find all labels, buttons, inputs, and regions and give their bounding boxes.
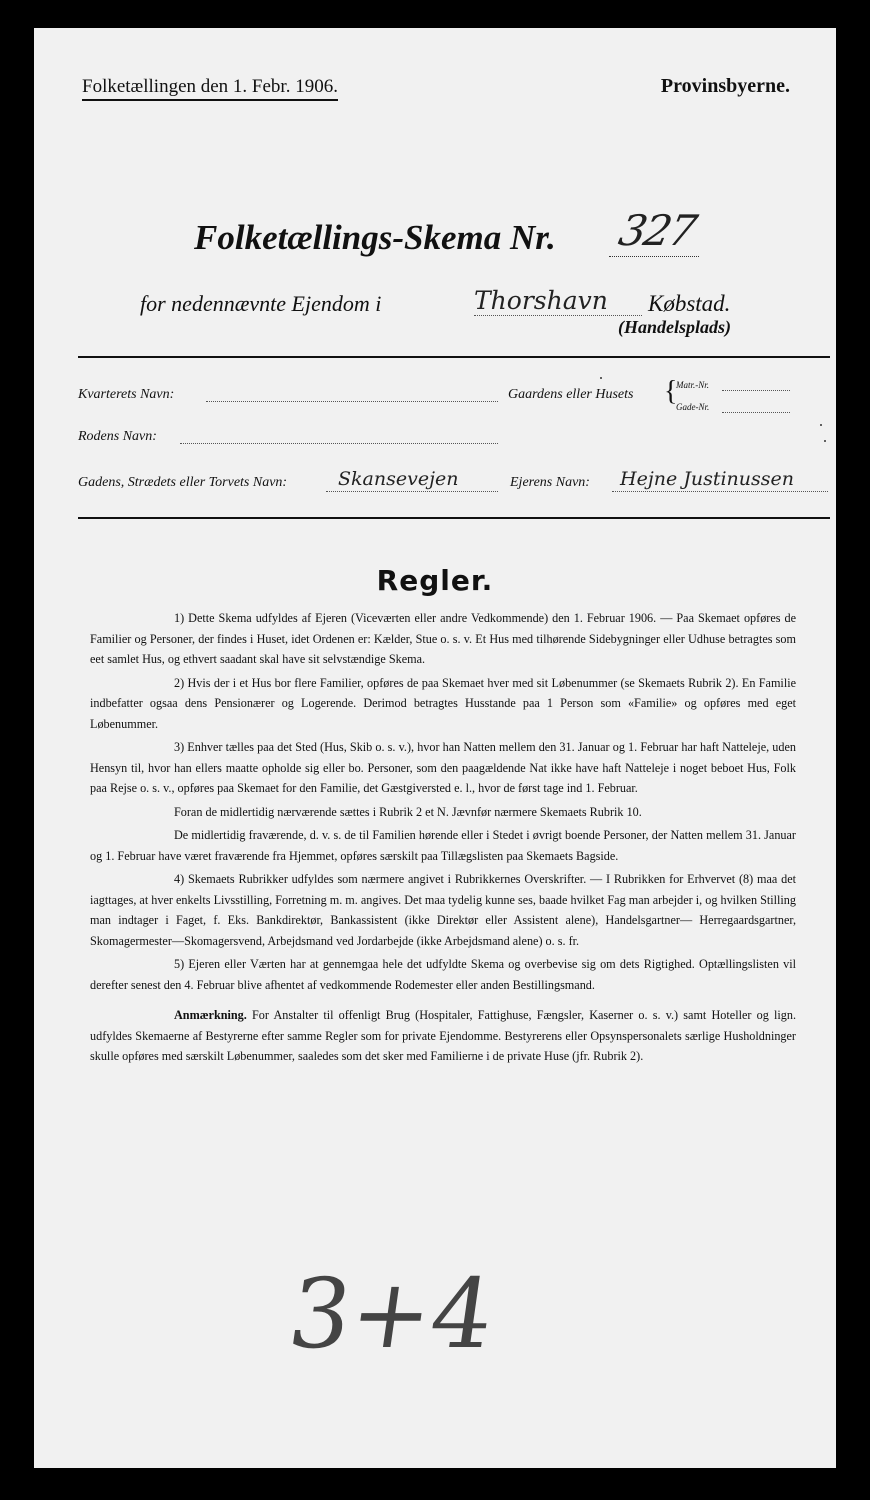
- scan-speck: [820, 424, 822, 426]
- skema-number-handwritten: 327: [614, 206, 700, 255]
- note-text: For Anstalter til offenligt Brug (Hospitaler, Fattighuse, Fængsler, Kaserner o. s. v.) samt Hoteller og lign. udfyldes Skemaerne af Bestyrerne efter samme Regler som for private Ejendomme. Bestyrerens eller Opsynspersonalets særlige Husholdninger skulle opføres med særskilt Løbenummer, saaledes som det sker med Familierne i de private Huse (jfr. Rubrik 2).: [90, 1008, 797, 1063]
- scan-speck: [824, 440, 826, 442]
- gaard-label: Gaardens eller Husets: [508, 387, 634, 402]
- gade-nr-label: Gade-Nr.: [676, 402, 710, 412]
- rule-paragraph: 2) Hvis der i et Hus bor flere Familier, opføres de paa Skemaet hver med sit Løbenummer (se Skemaets Rubrik 2). En Familie indbefatter ogsaa dens Pensionærer og Logerende. Derimod betragtes Husstande paa 1 Person som «Familie» og opføres med eget Løbenummer.: [90, 675, 796, 731]
- kvarter-line: [206, 401, 498, 402]
- rule-paragraph: De midlertidig fraværende, d. v. s. de til Familien hørende eller i Stedet i øvrigt boende Personer, der Natten mellem 31. Januar og 1. Februar have været fraværende fra Hjemmet, opføres særskilt paa Tillægslisten paa Skemaets Bagside.: [90, 828, 796, 863]
- census-form-page: [34, 28, 836, 1468]
- census-date-header: Folketællingen den 1. Febr. 1906.: [82, 76, 338, 101]
- ejer-line: [612, 491, 828, 492]
- rule-paragraph: 4) Skemaets Rubrikker udfyldes som nærmere angivet i Rubrikkernes Overskrifter. — I Rubrikken for Erhvervet (8) maa det iagttages, at hver enkelts Livsstilling, Forretning m. m. angives. Det maa tydelig kunne ses, baade hvilket Fag man arbejder i, og hvilken Stilling man indtager i Faget, f. Eks. Bankdirektør, Bankassistent (ikke Direktør eller Assistent alene), Handelsgartner— Herregaardsgartner, Skomagermester—Skomagersvend, Arbejdsmand ved Jordarbejde (ikke Arbejdsmand alene) o. s. fr.: [90, 872, 796, 948]
- form-title: Folketællings-Skema Nr.: [194, 218, 556, 257]
- koebstad-label: Købstad.: [648, 291, 731, 316]
- skema-number-line: [609, 256, 699, 257]
- scan-speck: [600, 377, 602, 379]
- bottom-handwritten-number: 3+4: [282, 1258, 501, 1370]
- rule-paragraph: Foran de midlertidig nærværende sættes i Rubrik 2 et N. Jævnfør nærmere Skemaets Rubrik 10.: [174, 804, 642, 819]
- top-rule: [78, 356, 830, 358]
- matr-label: Matr.-Nr.: [676, 380, 710, 390]
- gade-label: Gadens, Strædets eller Torvets Navn:: [78, 475, 288, 490]
- note-paragraph: [90, 1005, 796, 1067]
- rule-paragraph: 3) Enhver tælles paa det Sted (Hus, Skib o. s. v.), hvor han Natten mellem den 31. Januar og 1. Februar har haft Natteleje, uden Hensyn til, hvor han ellers maatte opholde sig eller bo. Personer, som den paagældende Nat ikke have haft Natteleje i noget beboet Hus, Folk paa Rejse o. s. v., opføres paa Skemaet for den Familie, det Gæstgiversted e. l., hvor de først tage ind 1. Februar.: [90, 740, 796, 795]
- property-subtitle: for nedennævnte Ejendom i: [140, 291, 382, 316]
- region-header: Provinsbyerne.: [660, 75, 790, 97]
- matr-line: [722, 390, 790, 391]
- rules-heading: Regler.: [376, 564, 494, 597]
- gade-handwritten: Skansevejen: [338, 468, 459, 490]
- rule-paragraph: 5) Ejeren eller Værten har at gennemgaa hele det udfyldte Skema og overbevise sig om dets Rigtighed. Optællingslisten vil derefter senest den 4. Februar blive afhentet af vedkommende Rodemester eller anden Bestillingsmand.: [90, 957, 796, 992]
- place-handwritten: Thorshavn: [474, 286, 608, 315]
- rule-paragraph: 1) Dette Skema udfyldes af Ejeren (Viceværten eller andre Vedkommende) den 1. Februar 1906. — Paa Skemaet opføres de Familier og Personer, der findes i Huset, idet Ordenen er: Kælder, Stue o. s. v. Et Hus med tilhørende Sidebygninger eller Udhuse betragtes som eet samlet Hus, og ethvert saadant skal have sit selvstændige Skema.: [90, 611, 796, 666]
- place-line: [474, 315, 642, 316]
- gade-line: [326, 491, 498, 492]
- handelsplads-label: (Handelsplads): [618, 317, 732, 337]
- gade-nr-line: [722, 412, 790, 413]
- kvarter-label: Kvarterets Navn:: [78, 387, 175, 402]
- ejer-handwritten: Hejne Justinussen: [620, 468, 794, 490]
- rode-label: Rodens Navn:: [78, 429, 157, 444]
- ejer-label: Ejerens Navn:: [510, 475, 590, 490]
- brace: {: [664, 376, 678, 407]
- note-label: Anmærkning.: [174, 1008, 247, 1022]
- rode-line: [180, 443, 498, 444]
- rules-body: [90, 608, 796, 1070]
- bottom-rule: [78, 517, 830, 519]
